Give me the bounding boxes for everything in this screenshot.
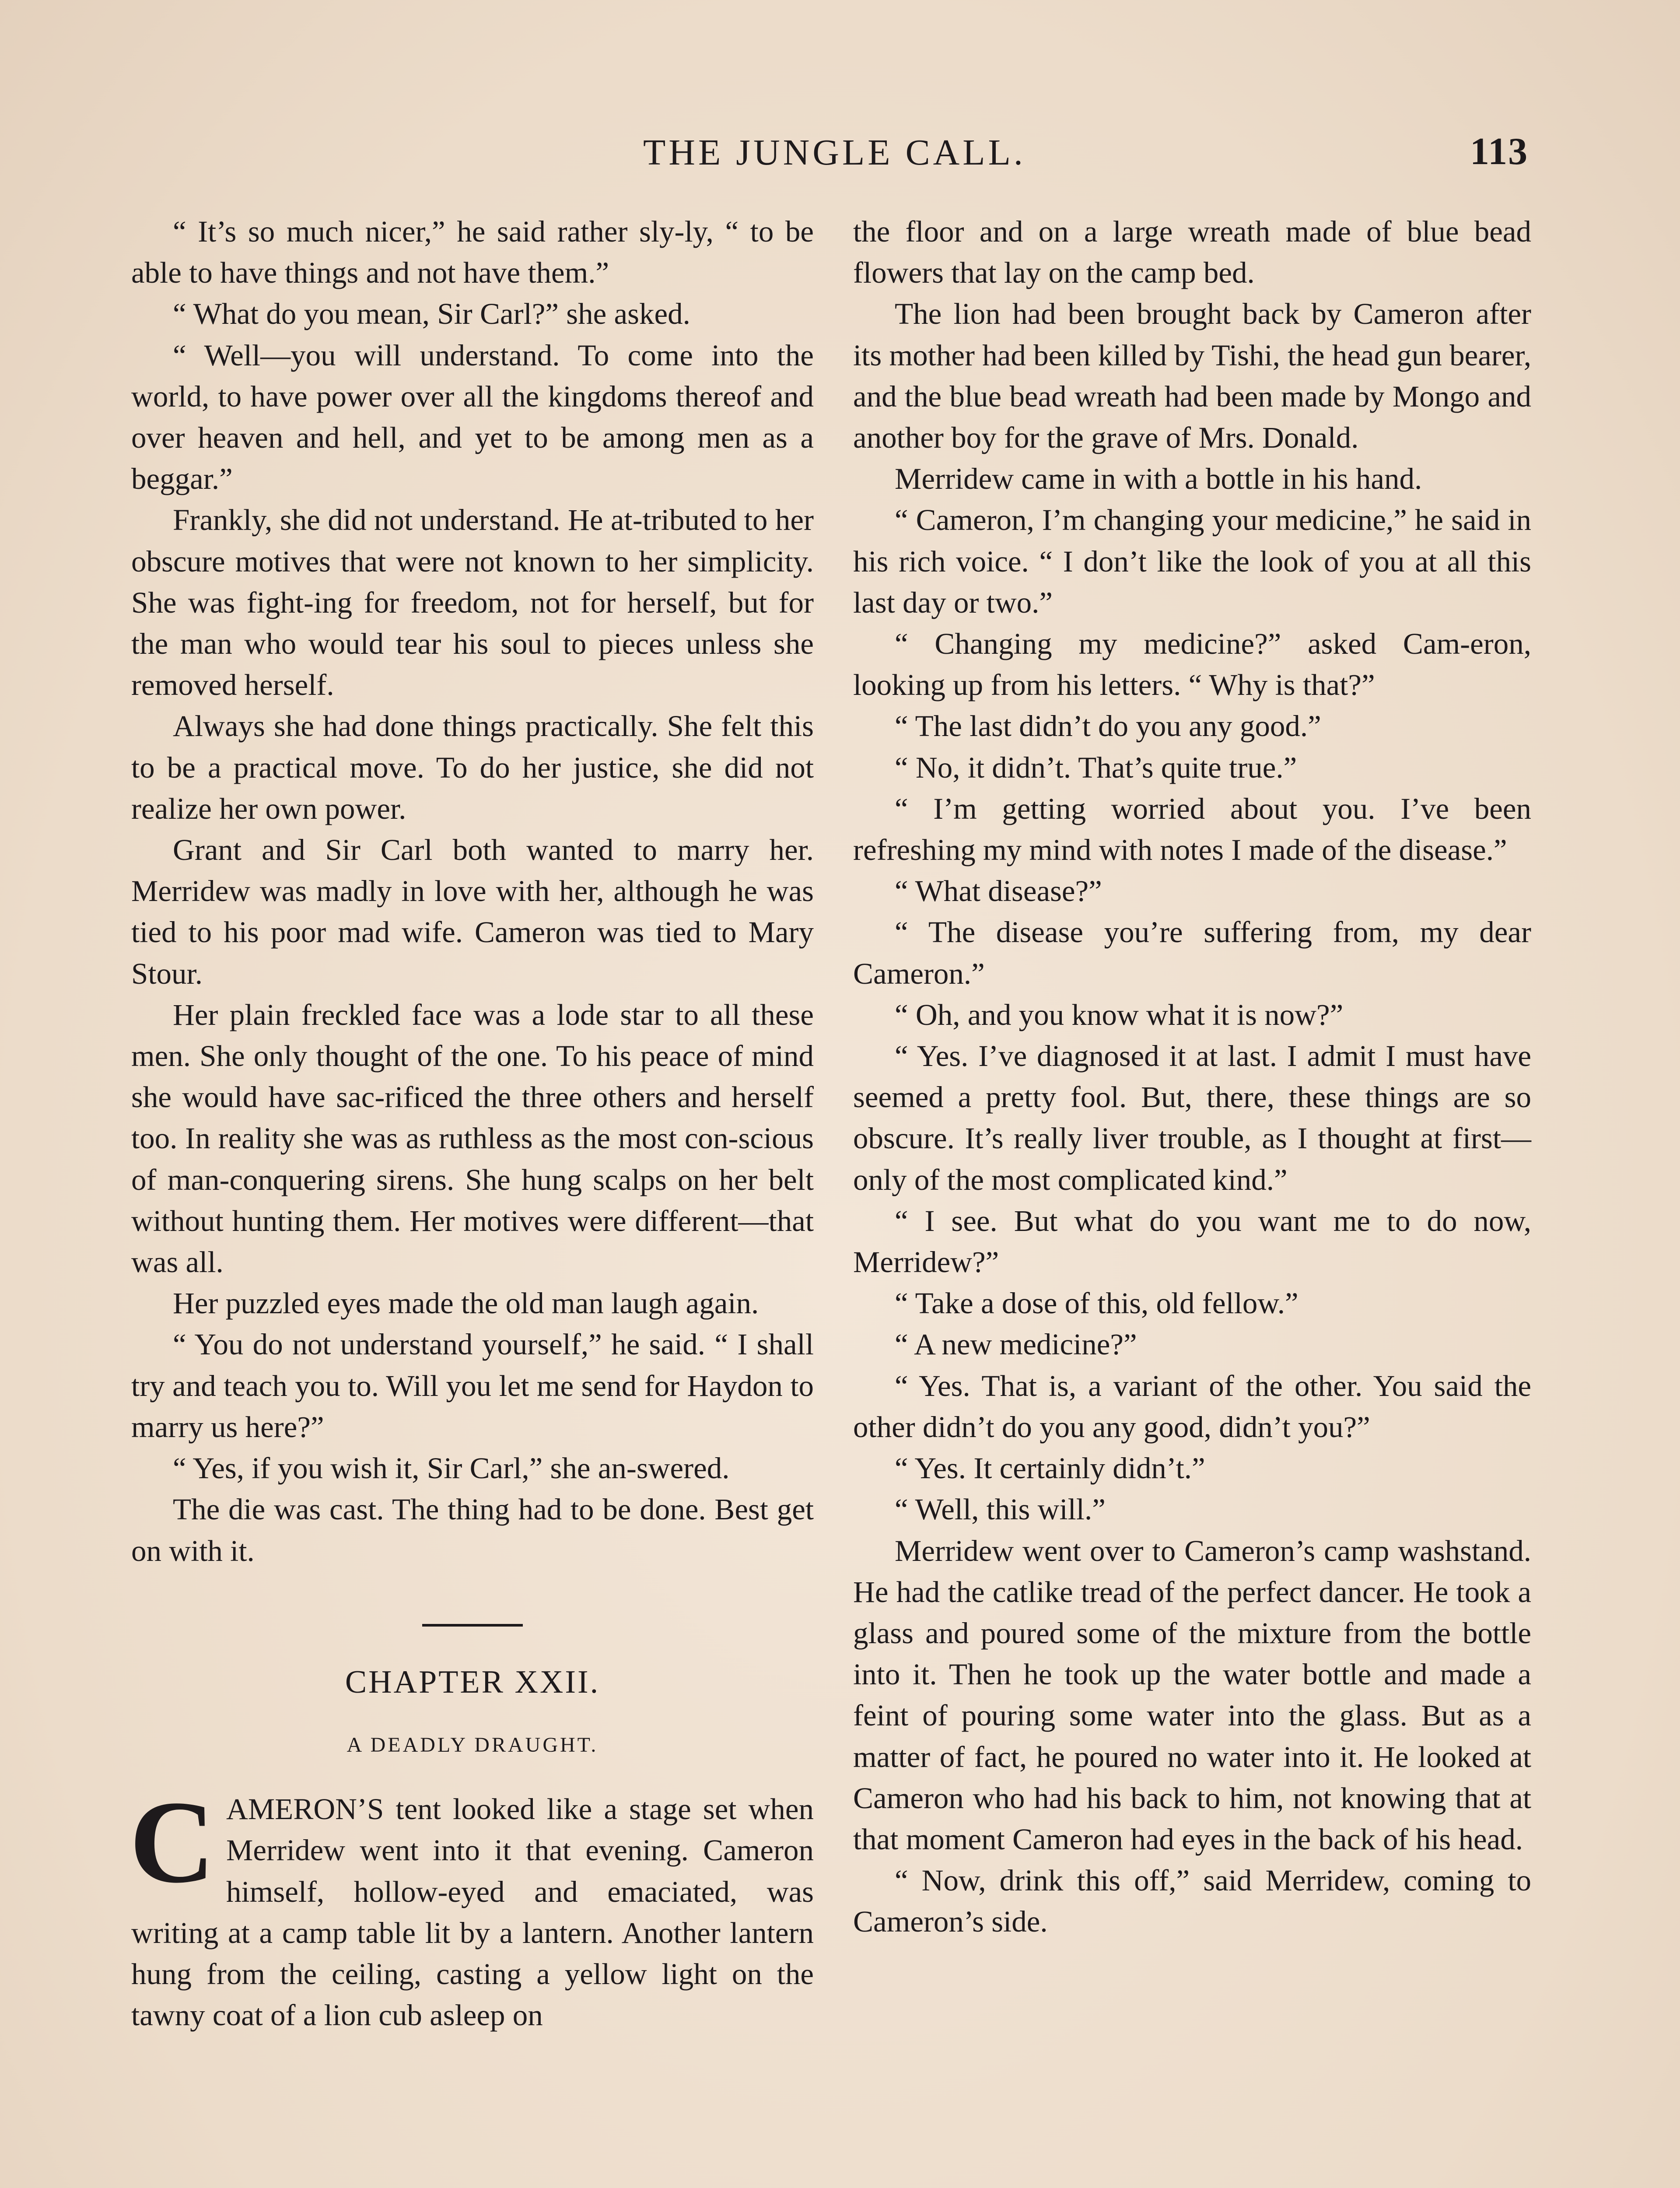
paragraph: “ Yes, if you wish it, Sir Carl,” she an-swered. <box>173 1452 730 1485</box>
chapter-subtitle: A DEADLY DRAUGHT. <box>346 1733 598 1757</box>
paragraph: the floor and on a large wreath made of blue bead flowers that lay on the camp bed. <box>853 215 1531 290</box>
right-paragraphs <box>853 211 1531 1943</box>
running-title: THE JUNGLE CALL. <box>643 132 1026 173</box>
paragraph: “ The disease you’re suffering from, my dear Cameron.” <box>853 915 1531 990</box>
paragraph: Always she had done things practically. She felt this to be a practical move. To do her justice, she did not realize her own power. <box>131 709 814 825</box>
paragraph: “ Take a dose of this, old fellow.” <box>895 1287 1298 1320</box>
paragraph: “ No, it didn’t. That’s quite true.” <box>895 750 1297 784</box>
left-paragraphs <box>131 211 814 1571</box>
paragraph: “ Changing my medicine?” asked Cam-eron, looking up from his letters. “ Why is that?” <box>853 627 1531 702</box>
paragraph: “ Well—you will understand. To come into the world, to have power over all the kingdoms thereof and over heaven and hell, and yet to be among men as a beggar.” <box>131 338 814 496</box>
paragraph: “ It’s so much nicer,” he said rather sly-ly, “ to be able to have things and not have them.” <box>131 215 814 290</box>
page-number: 113 <box>1470 130 1529 173</box>
drop-cap: C <box>130 1777 215 1908</box>
paragraph: “ I see. But what do you want me to do now, Merridew?” <box>853 1204 1531 1279</box>
page-header <box>0 127 1680 179</box>
paragraph: Her plain freckled face was a lode star to all these men. She only thought of the one. To his peace of mind she would have sac-rificed the three others and herself too. In reality she was as ruthless as the most con-scious of man-conquering sirens. She hung scalps on her belt without hunting them. Her motives were different—that was all. <box>131 998 814 1279</box>
paragraph: “ A new medicine?” <box>895 1328 1137 1361</box>
left-column <box>131 211 814 2036</box>
paragraph: “ Cameron, I’m changing your medicine,” he said in his rich voice. “ I don’t like the look of you at all this last day or two.” <box>853 503 1531 619</box>
paragraph: “ Well, this will.” <box>895 1493 1106 1526</box>
paragraph: “ What disease?” <box>895 874 1102 908</box>
right-column <box>853 211 1531 1943</box>
paragraph: “ The last didn’t do you any good.” <box>895 709 1321 743</box>
paragraph: “ Yes. That is, a variant of the other. You said the other didn’t do you any good, didn’t you?” <box>853 1369 1531 1444</box>
paragraph: “ Oh, and you know what it is now?” <box>895 998 1344 1031</box>
paragraph: Her puzzled eyes made the old man laugh again. <box>173 1287 759 1320</box>
paragraph: Merridew came in with a bottle in his hand. <box>895 462 1422 496</box>
chapter-divider <box>422 1624 523 1627</box>
paragraph: “ What do you mean, Sir Carl?” she asked. <box>173 297 690 331</box>
paragraph: The die was cast. The thing had to be done. Best get on with it. <box>131 1493 814 1567</box>
paragraph: “ Yes. It certainly didn’t.” <box>895 1452 1205 1485</box>
paragraph: “ Now, drink this off,” said Merridew, coming to Cameron’s side. <box>853 1864 1531 1939</box>
opening-text: AMERON’S tent looked like a stage set when Merridew went into it that evening. Cameron himself, hollow-eyed and emaciated, was writing at a camp table lit by a lantern. Another lantern hung from the ceiling, casting a yellow light on the tawny coat of a lion cub asleep on <box>131 1792 814 2032</box>
paragraph: The lion had been brought back by Cameron after its mother had been killed by Tishi, the head gun bearer, and the blue bead wreath had been made by Mongo and another boy for the grave of Mrs. Donald. <box>853 297 1531 455</box>
paragraph: Grant and Sir Carl both wanted to marry her. Merridew was madly in love with her, although he was tied to his poor mad wife. Cameron was tied to Mary Stour. <box>131 833 814 990</box>
paragraph: “ You do not understand yourself,” he said. “ I shall try and teach you to. Will you let me send for Haydon to marry us here?” <box>131 1328 814 1444</box>
paragraph: Frankly, she did not understand. He at-tributed to her obscure motives that were not known to her simplicity. She was fight-ing for freedom, not for herself, but for the man who would tear his soul to pieces unless she removed herself. <box>131 503 814 702</box>
paragraph: “ Yes. I’ve diagnosed it at last. I admit I must have seemed a pretty fool. But, there, these things are so obscure. It’s really liver trouble, as I thought at first—only of the most complicated kind.” <box>853 1039 1531 1196</box>
paragraph: Merridew went over to Cameron’s camp washstand. He had the catlike tread of the perfect dancer. He took a glass and poured some of the mixture from the bottle into it. Then he took up the water bottle and made a feint of pouring some water into the glass. But as a matter of fact, he poured no water into it. He looked at Cameron who had his back to him, not knowing that at that moment Cameron had eyes in the back of his head. <box>853 1534 1531 1856</box>
opening-paragraph <box>130 1777 814 2036</box>
chapter-title: CHAPTER XXII. <box>345 1664 600 1700</box>
paragraph: “ I’m getting worried about you. I’ve been refreshing my mind with notes I made of the disease.” <box>853 792 1531 867</box>
chapter-opening <box>130 1777 814 2036</box>
